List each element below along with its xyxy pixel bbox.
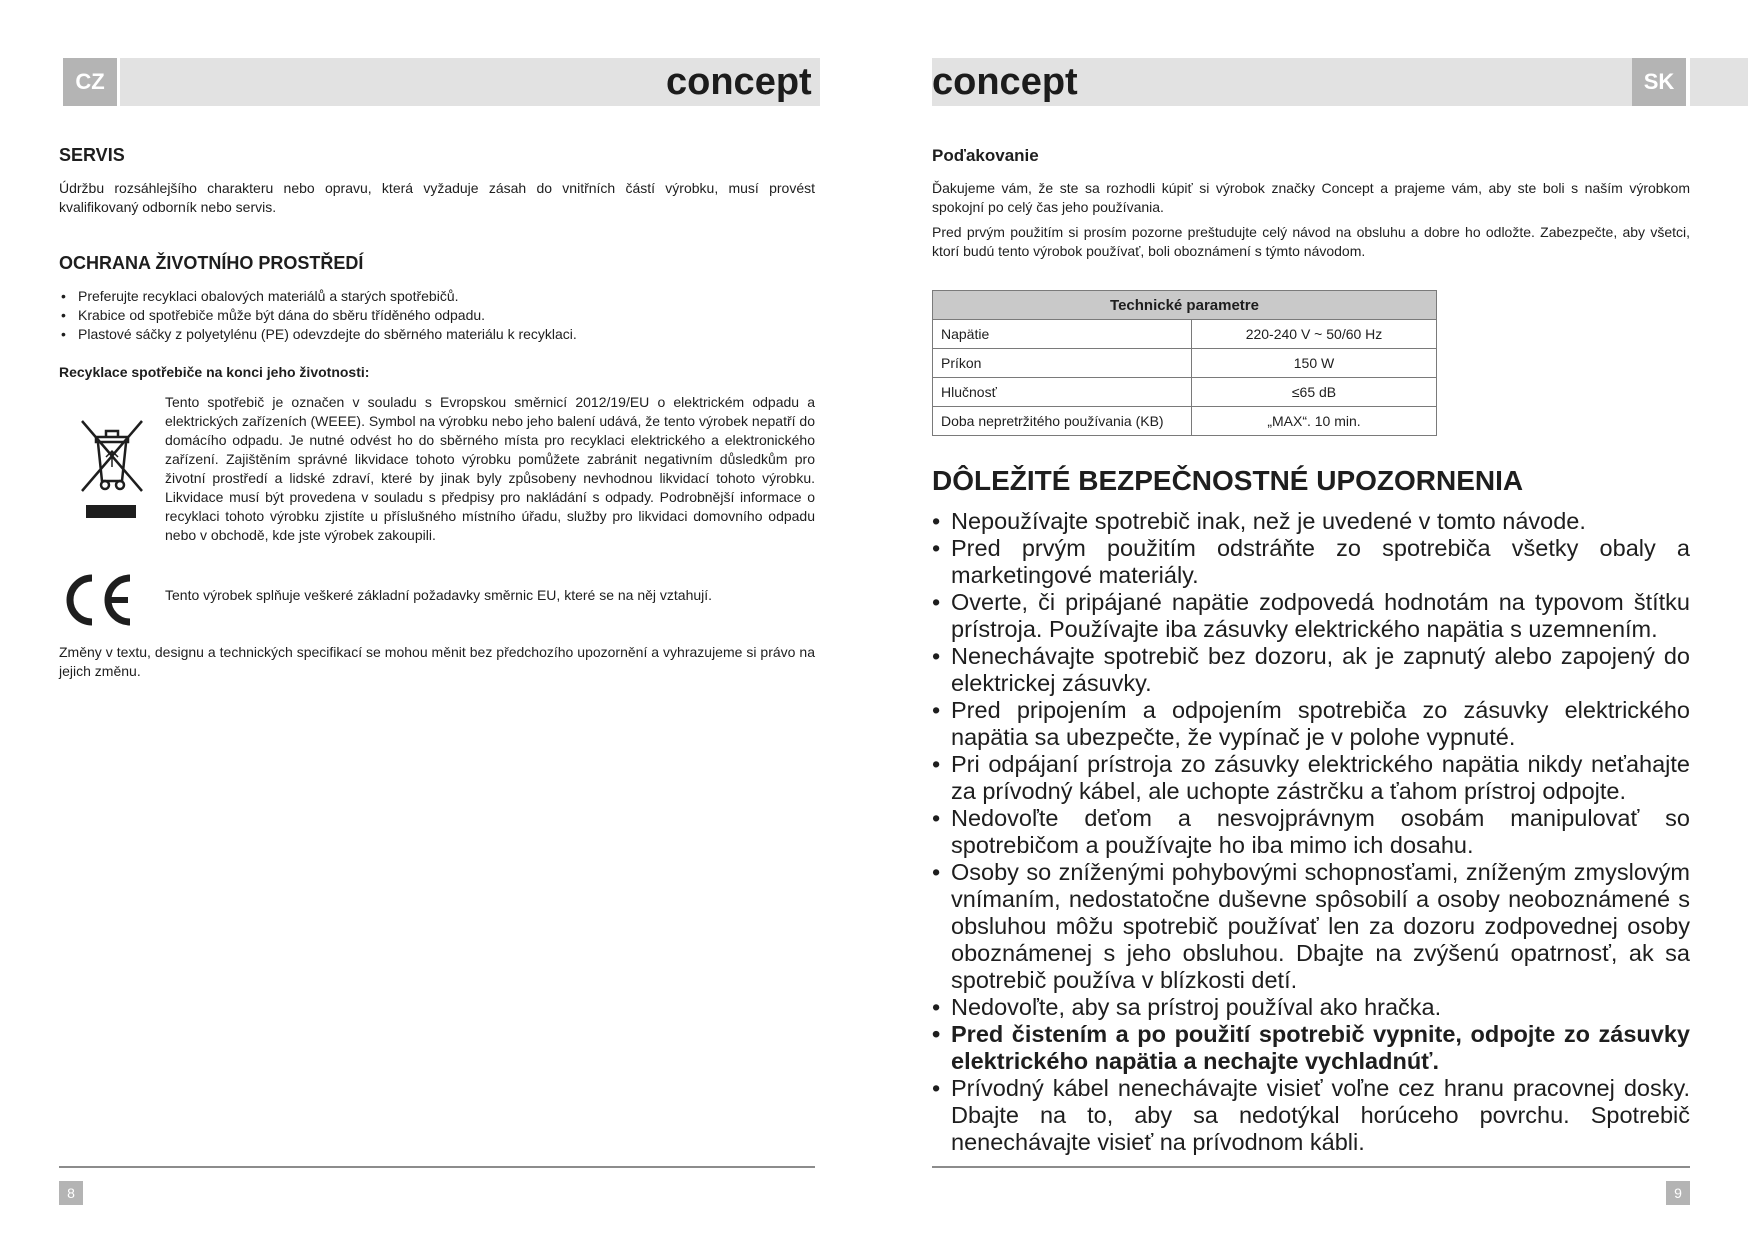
footer-rule-left: [59, 1166, 815, 1168]
list-item: • Nenechávajte spotrebič bez dozoru, ak je zapnutý alebo zapojený do elektrickej zásuvky.: [932, 643, 1690, 697]
thanks-paragraph-2: Pred prvým použitím si prosím pozorne preštudujte celý návod na obsluhu a dobre ho odložte. Zabezpečte, aby všetci, ktorí budú tento výrobok používať, boli oboznámení s týmto návodom.: [932, 224, 1690, 259]
lang-tab-cz: CZ: [63, 58, 117, 106]
brand-logo-left: concept: [666, 61, 812, 103]
list-item: • Nedovoľte, aby sa prístroj používal ako hračka.: [932, 994, 1690, 1021]
table-cell-label: Napätie: [933, 320, 1192, 349]
safety-list: [932, 508, 1690, 1156]
thanks-heading: Poďakovanie: [932, 146, 1039, 165]
list-item: • Nedovoľte deťom a nesvojprávnym osobám manipulovať so spotrebičom a používajte ho iba mimo ich dosahu.: [932, 805, 1690, 859]
list-item: • Nepoužívajte spotrebič inak, než je uvedené v tomto návode.: [932, 508, 1690, 535]
brand-logo-right: concept: [932, 61, 1078, 103]
ce-text: Tento výrobek splňuje veškeré základní požadavky směrnic EU, které se na něj vztahují.: [165, 587, 713, 603]
recycle-text: Tento spotřebič je označen v souladu s Evropskou směrnicí 2012/19/EU o elektrickém odpadu a elektrických zařízeních (WEEE). Symbol na výrobku nebo jeho balení udává, že tento výrobek nepatří do domácího odpadu. Je nutné odvést ho do sběrného místa pro recyklaci elektrického a elektronického zařízení. Zajištěním správné likvidace tohoto výrobku pomůžete zabránit negativním důsledkům pro životní prostředí a lidské zdraví, které by jinak byly způsobeny nevhodnou likvidací tohoto výrobku. Likvidace musí být provedena v souladu s předpisy pro nakládání s odpady. Podrobnější informace o recyklaci tohoto výrobku zjistíte u příslušného místního úřadu, služby pro likvidaci domovního odpadu nebo v obchodě, kde jste výrobek zakoupili.: [165, 394, 815, 543]
table-row: [933, 349, 1437, 378]
environment-list: [59, 287, 815, 344]
thanks-paragraph-1: Ďakujeme vám, že ste sa rozhodli kúpiť si výrobok značky Concept a prajeme vám, aby ste boli s naším výrobkom spokojní po celý čas jeho používania.: [932, 180, 1690, 215]
list-item: • Pred čistením a po použití spotrebič vypnite, odpojte zo zásuvky elektrického napätia a nechajte vychladnúť.: [932, 1021, 1690, 1075]
recycle-heading: Recyklace spotřebiče na konci jeho životnosti:: [59, 364, 370, 380]
safety-heading: DÔLEŽITÉ BEZPEČNOSTNÉ UPOZORNENIA: [932, 465, 1524, 496]
table-cell-label: Hlučnosť: [933, 378, 1192, 407]
table-cell-value: „MAX“. 10 min.: [1192, 407, 1437, 436]
list-item: • Pri odpájaní prístroja zo zásuvky elektrického napätia nikdy neťahajte za prívodný kábel, ale uchopte zástrčku a ťahom prístroj odpojte.: [932, 751, 1690, 805]
list-item: • Overte, či pripájané napätie zodpovedá hodnotám na typovom štítku prístroja. Používajte iba zásuvky elektrického napätia s uzemnením.: [932, 589, 1690, 643]
list-item: • Krabice od spotřebiče může být dána do sběru tříděného odpadu.: [59, 306, 815, 325]
table-cell-value: ≤65 dB: [1192, 378, 1437, 407]
table-header: Technické parametre: [933, 291, 1437, 320]
table-row: [933, 407, 1437, 436]
servis-text: Údržbu rozsáhlejšího charakteru nebo opravu, která vyžaduje zásah do vnitřních částí výrobku, musí provést kvalifikovaný odborník nebo servis.: [59, 180, 815, 215]
table-cell-value: 220-240 V ~ 50/60 Hz: [1192, 320, 1437, 349]
table-cell-label: Doba nepretržitého používania (KB): [933, 407, 1192, 436]
lang-tab-sk: SK: [1632, 58, 1686, 106]
list-item: • Prívodný kábel nenechávajte visieť voľne cez hranu pracovnej dosky. Dbajte na to, aby sa nedotýkal horúceho povrchu. Spotrebič nenechávajte visieť na prívodnom kábli.: [932, 1075, 1690, 1156]
page-number-left: 8: [59, 1181, 83, 1205]
weee-bin-icon: [76, 413, 148, 521]
list-item: • Preferujte recyklaci obalových materiálů a starých spotřebičů.: [59, 287, 815, 306]
footer-rule-right: [932, 1166, 1690, 1168]
header-band-far-right: [1690, 58, 1748, 106]
table-row: [933, 320, 1437, 349]
table-row: [933, 378, 1437, 407]
list-item: • Pred prvým použitím odstráňte zo spotrebiča všetky obaly a marketingové materiály.: [932, 535, 1690, 589]
list-item: • Pred pripojením a odpojením spotrebiča zo zásuvky elektrického napätia sa ubezpečte, že vypínač je v polohe vypnuté.: [932, 697, 1690, 751]
ce-mark-icon: [62, 574, 134, 626]
technical-parameters-table: [932, 290, 1437, 436]
list-item: • Plastové sáčky z polyetylénu (PE) odevzdejte do sběrného materiálu k recyklaci.: [59, 325, 815, 344]
table-cell-label: Príkon: [933, 349, 1192, 378]
list-item: • Osoby so zníženými pohybovými schopnosťami, zníženým zmyslovým vnímaním, nedostatočne duševne spôsobilí a osoby neoboznámené s obsluhou môžu spotrebič používať len za dozoru zodpovednej osoby oboznámenej s jeho obsluhou. Dbajte na zvýšenú opatrnosť, ak sa spotrebič používa v blízkosti detí.: [932, 859, 1690, 994]
environment-heading: OCHRANA ŽIVOTNÍHO PROSTŘEDÍ: [59, 253, 364, 273]
page-number-right: 9: [1666, 1181, 1690, 1205]
changes-text: Změny v textu, designu a technických specifikací se mohou měnit bez předchozího upozornění a vyhrazujeme si právo na jejich změnu.: [59, 644, 815, 679]
servis-heading: SERVIS: [59, 145, 125, 165]
table-cell-value: 150 W: [1192, 349, 1437, 378]
